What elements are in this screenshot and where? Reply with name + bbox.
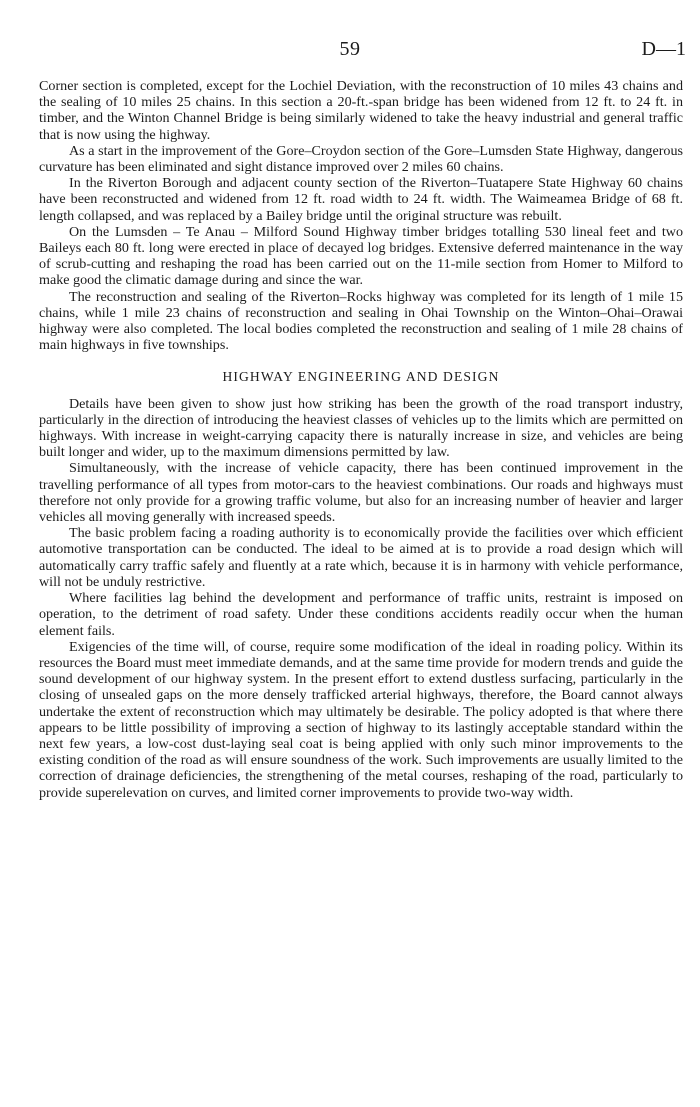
- document-reference: D—1: [641, 38, 686, 60]
- paragraph: Corner section is completed, except for the Lochiel Deviation, with the reconstruction of 10 miles 43 chains and the sealing of 10 miles 25 chains. In this section a 20-ft.-span bridge has been widened from 12 ft. to 24 ft. in timber, and the Winton Channel Bridge is being similarly widened to take the heavy industrial and general traffic that is now using the highway.: [39, 78, 683, 143]
- paragraph: On the Lumsden – Te Anau – Milford Sound Highway timber bridges totalling 530 lineal feet and two Baileys each 80 ft. long were erected in place of decayed log bridges. Extensive deferred maintenance in the way of scrub-cutting and reshaping the road has been carried out on the 11-mile section from Homer to Milford to make good the climatic damage during and since the war.: [39, 223, 683, 289]
- paragraph: Where facilities lag behind the development and performance of traffic units, restraint is imposed on operation, to the detriment of road safety. Under these conditions accidents readily occur when the human element fails.: [39, 590, 683, 639]
- paragraph: In the Riverton Borough and adjacent county section of the Riverton–Tuatapere State Highway 60 chains have been reconstructed and widened from 12 ft. road width to 24 ft. width. The Waimeamea Bridge of 68 ft. length collapsed, and was replaced by a Bailey bridge until the original structure was rebuilt.: [39, 175, 683, 224]
- page-number: 59: [339, 38, 361, 60]
- body-text: [39, 78, 683, 801]
- paragraph: The reconstruction and sealing of the Riverton–Rocks highway was completed for its length of 1 mile 15 chains, while 1 mile 23 chains of reconstruction and sealing in Ohai Township on the Winton–Ohai–Orawai highway were also completed. The local bodies completed the reconstruction and sealing of 1 mile 28 chains of main highways in five townships.: [39, 288, 683, 354]
- paragraph: As a start in the improvement of the Gore–Croydon section of the Gore–Lumsden State Highway, dangerous curvature has been eliminated and sight distance improved over 2 miles 60 chains.: [39, 142, 683, 176]
- paragraph: The basic problem facing a roading authority is to economically provide the facilities over which efficient automotive transportation can be conducted. The ideal to be aimed at is to provide a road design which will automatically carry traffic safely and fluently at a rate which, because it is in harmony with vehicle performance, will not be unduly restrictive.: [39, 525, 683, 590]
- paragraph: Exigencies of the time will, of course, require some modification of the ideal in roading policy. Within its resources the Board must meet immediate demands, and at the same time provide for modern trends and guide the sound development of our highway system. In the present effort to extend dustless surfacing, particularly in the closing of unsealed gaps on the more densely trafficked arterial highways, therefore, the Board cannot always undertake the extent of reconstruction which may ultimately be desirable. The policy adopted is that where there appears to be little possibility of improving a section of highway to its lastingly acceptable standard within the next few years, a low-cost dust-laying seal coat is being applied with only such minor improvements to the existing condition of the road as will ensure soundness of the work. Such improvements are usually limited to the correction of drainage deficiencies, the strengthening of the metal courses, reshaping of the road, particularly to provide superelevation on curves, and limited corner improvements to provide two-way width.: [39, 638, 683, 801]
- section-heading: HIGHWAY ENGINEERING AND DESIGN: [222, 369, 500, 385]
- paragraph: Simultaneously, with the increase of vehicle capacity, there has been continued improvement in the travelling performance of all types from motor-cars to the heaviest combinations. Our roads and highways must therefore not only provide for a growing traffic volume, but also for an increasing number of heavier and larger vehicles all moving generally with increased speeds.: [39, 460, 683, 526]
- paragraph: Details have been given to show just how striking has been the growth of the road transport industry, particularly in the direction of introducing the heaviest classes of vehicles up to the limits which are permitted on highways. With increase in weight-carrying capacity there is naturally increase in size, and vehicles are being built longer and wider, up to the maximum dimensions permitted by law.: [39, 395, 683, 461]
